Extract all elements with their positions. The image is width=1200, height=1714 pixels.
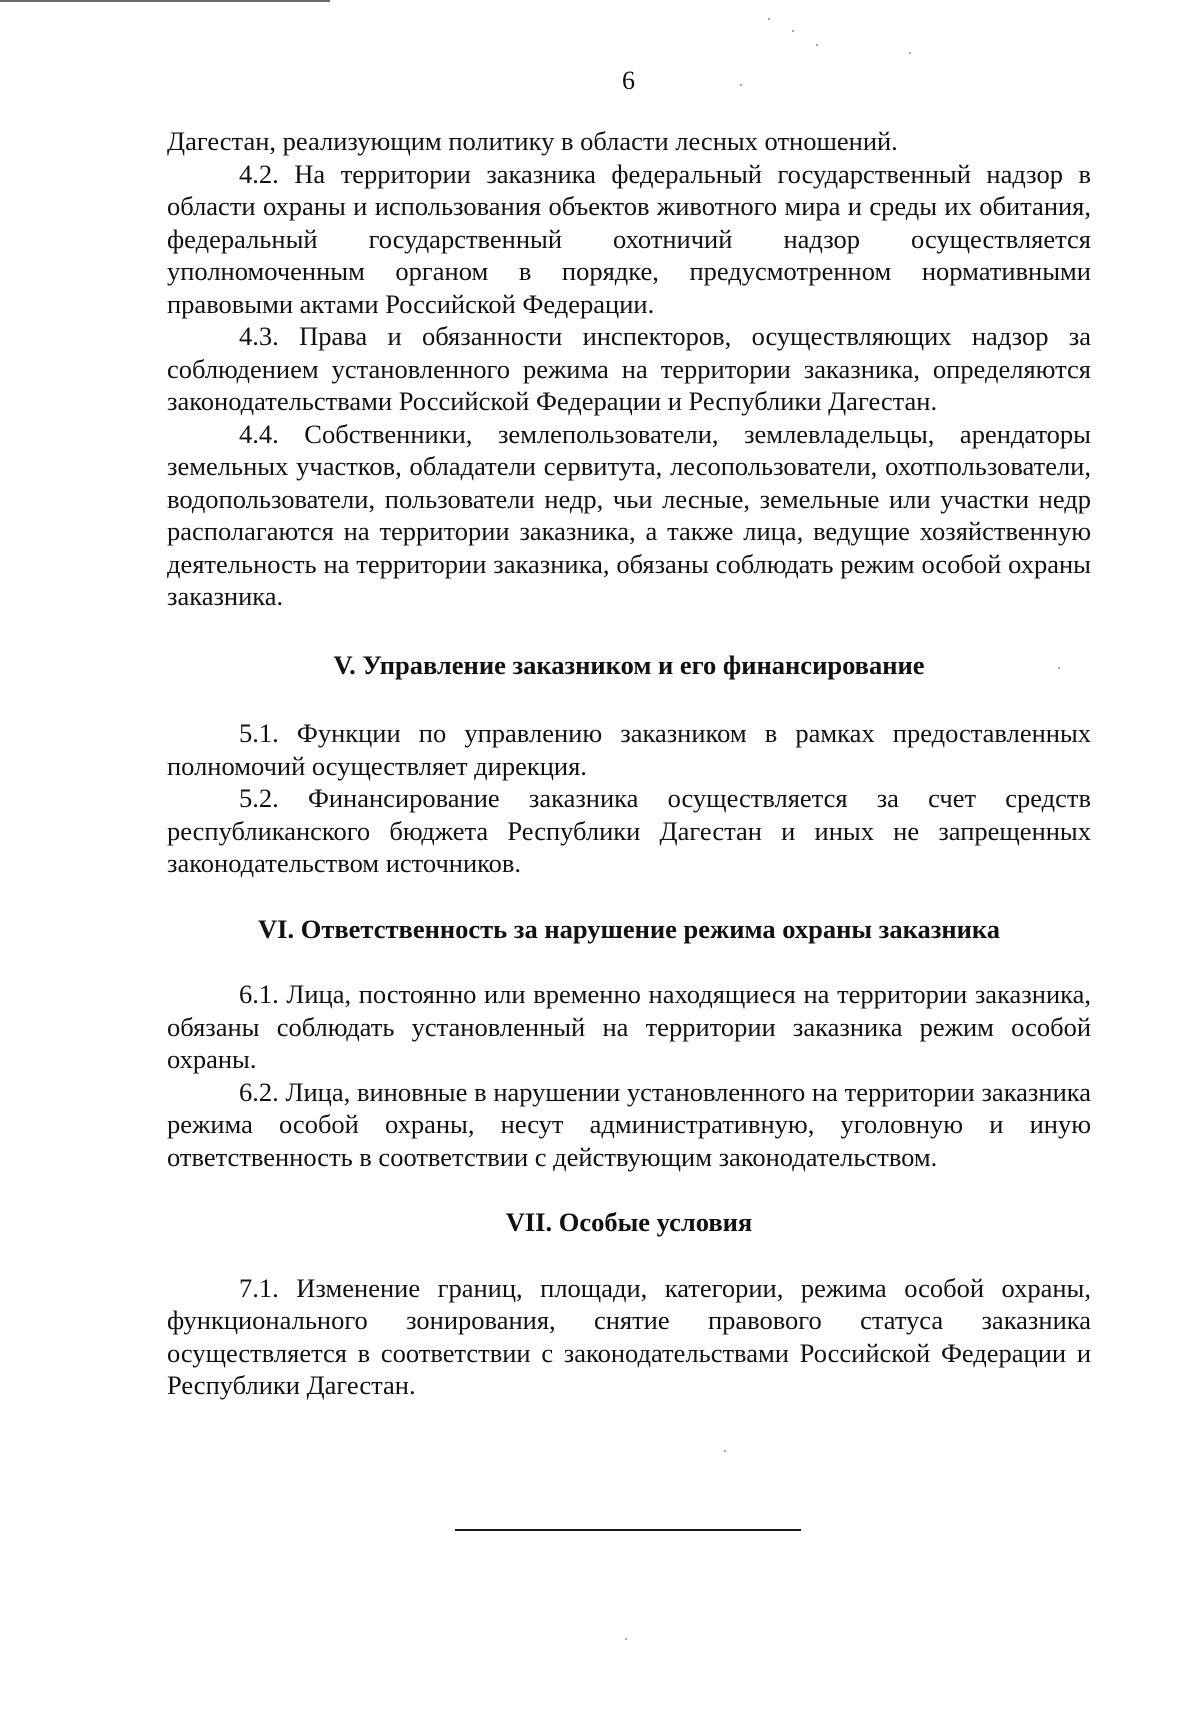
scan-edge-line [0,0,330,2]
paragraph-4-3: 4.3. Права и обязанности инспекторов, осуществляющих надзор за соблюдением установленного режима на территории заказника, определяются законодательствами Российской Федерации и Республики Дагестан. [167,321,1091,416]
scan-speck [816,44,818,46]
scan-speck [724,1450,726,1452]
paragraph-4-2: 4.2. На территории заказника федеральный государственный надзор в области охраны и использования объектов животного мира и среды их обитания, федеральный государственный охотничий надзор осуществляется уполномоченным органом в порядке, предусмотренном нормативными правовыми актами Российской Федерации. [167,158,1091,319]
section-heading-vii: VII. Особые условия [505,1207,753,1237]
paragraph-7-1: 7.1. Изменение границ, площади, категории, режима особой охраны, функционального зонирования, снятие правового статуса заказника осуществляется в соответствии с законодательствами Российской Федерации и Республики Дагестан. [167,1272,1091,1400]
end-of-document-rule [455,1529,801,1531]
section-heading-v: V. Управление заказником и его финансирование [333,649,925,680]
paragraph-4-4: 4.4. Собственники, землепользователи, землевладельцы, арендаторы земельных участков, обладатели сервитута, лесопользователи, охотпользователи, водопользователи, пользователи недр, чьи лесные, земельные или участки недр располагаются на территории заказника, а также лица, ведущие хозяйственную деятельность на территории заказника, обязаны соблюдать режим особой охраны заказника. [167,418,1091,611]
document-body [167,125,1091,1402]
scan-speck [792,30,794,32]
scan-speck [768,18,770,20]
paragraph-6-1: 6.1. Лица, постоянно или временно находящиеся на территории заказника, обязаны соблюдать установленный на территории заказника режим особой охраны. [167,979,1091,1074]
scan-speck [740,84,742,86]
scan-speck [1058,667,1060,669]
paragraph-5-1: 5.1. Функции по управлению заказником в рамках предоставленных полномочий осуществляет дирекция. [167,718,1091,781]
section-heading-vi: VI. Ответственность за нарушение режима охраны заказника [258,913,1000,944]
paragraph-5-2: 5.2. Финансирование заказника осуществляется за счет средств республиканского бюджета Республики Дагестан и иных не запрещенных законодательством источников. [167,783,1091,878]
scan-speck [625,1638,627,1640]
paragraph-continuation: Дагестан, реализующим политику в области лесных отношений. [167,126,898,156]
paragraph-6-2: 6.2. Лица, виновные в нарушении установленного на территории заказника режима особой охраны, несут административную, уголовную и иную ответственность в соответствии с действующим законодательством. [167,1076,1091,1172]
page-number: 6 [622,66,635,95]
scan-speck [909,52,911,54]
